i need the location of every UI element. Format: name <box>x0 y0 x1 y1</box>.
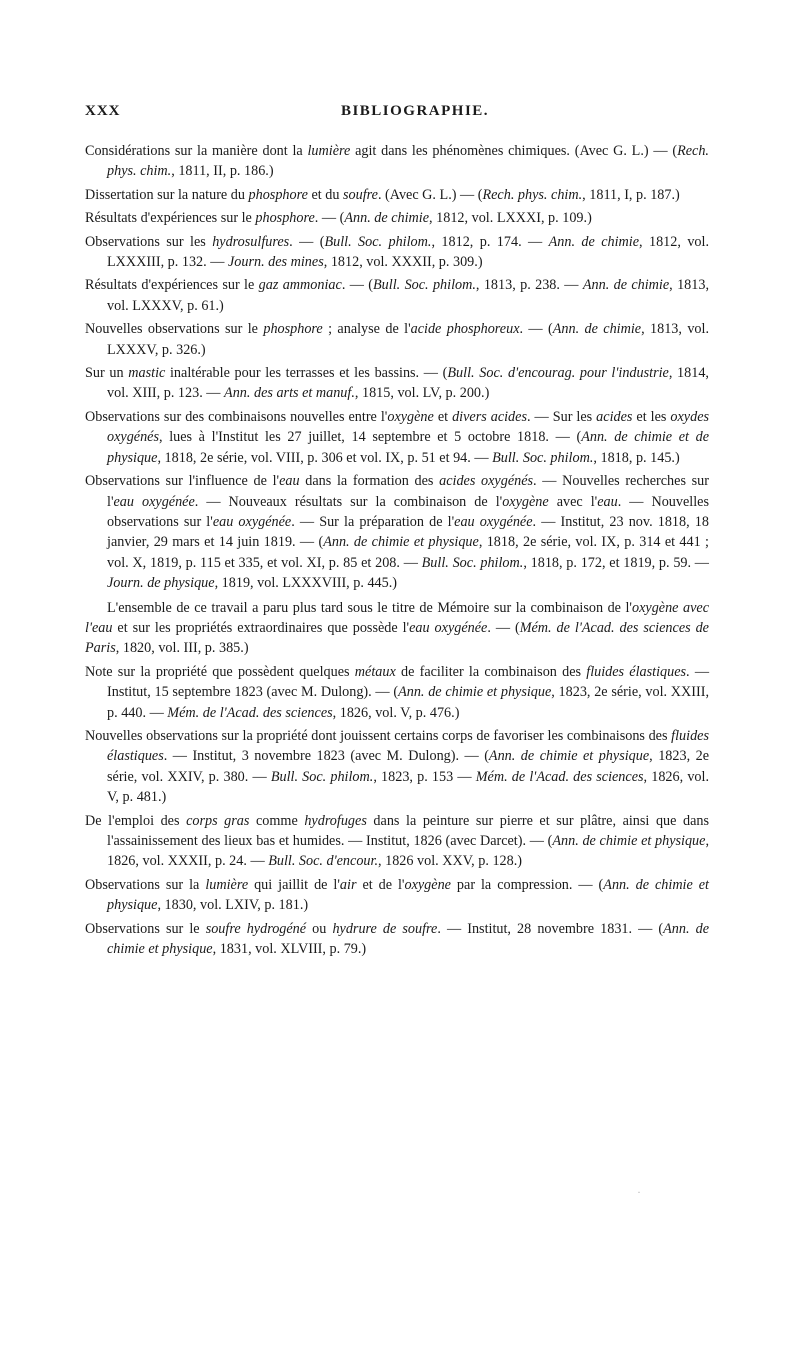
italic-term: Ann. de chimie et physique <box>107 920 710 958</box>
entry-text: . — Institut, 15 septembre 1823 (avec M. Dulong). — ( <box>107 663 710 701</box>
entry-text: . — Nouveaux résultats sur la combinaison de l' <box>194 493 503 510</box>
bibliography-entry <box>85 662 709 723</box>
entry-text: , 1826, vol. XXXII, p. 24. — <box>107 833 709 870</box>
bibliography-entry <box>85 875 709 916</box>
italic-term: Ann. de chimie et physique <box>398 684 552 701</box>
italic-term: Ann. de chimie <box>344 210 430 227</box>
entry-text: , 1818, p. 145.) <box>593 449 680 466</box>
italic-term: Bull. Soc. philom. <box>421 554 524 571</box>
italic-term: Ann. de chimie et physique <box>488 748 650 765</box>
bibliography-entry <box>85 232 709 273</box>
italic-term: Bull. Soc. philom. <box>324 233 432 250</box>
entry-text: . — ( <box>487 619 520 636</box>
italic-term: mastic <box>128 365 166 382</box>
entry-text: L'ensemble de ce travail a paru plus tard sous le titre de Mémoire sur la combinaison de l' <box>107 599 632 616</box>
italic-term: Mém. de l'Acad. des sciences <box>475 768 644 785</box>
entry-text: comme <box>249 812 305 829</box>
italic-term: phosphore <box>263 321 323 338</box>
entry-text: , 1823, 2e série, vol. XXIII, p. 440. — <box>107 684 710 721</box>
bibliography-entry <box>85 919 709 960</box>
entry-text: dans la peinture sur pierre et sur plâtre, ainsi que dans l'assainissement des lieux bas et humides. — Institut, 1826 (avec Darcet). — ( <box>107 812 710 849</box>
entry-text: de faciliter la combinaison des <box>395 663 587 680</box>
bibliography-entry <box>85 471 709 593</box>
italic-term: soufre <box>342 186 378 203</box>
italic-term: Bull. Soc. d'encour. <box>268 853 379 870</box>
entry-text: . — Institut, 3 novembre 1823 (avec M. Dulong). — ( <box>163 748 489 765</box>
entry-text: , 1818, 2e série, vol. VIII, p. 306 et vol. IX, p. 51 et 94. — <box>157 449 493 466</box>
italic-term: métaux <box>354 663 396 680</box>
page-header <box>85 103 745 127</box>
entry-text: agit dans les phénomènes chimiques. (Avec G. L.) — ( <box>350 143 678 159</box>
italic-term: Ann. de chimie <box>548 233 640 250</box>
bibliography-note <box>85 598 709 659</box>
italic-term: oxygène avec l'eau <box>85 599 709 636</box>
italic-term: oxygène <box>404 876 451 893</box>
italic-term: Ann. de chimie <box>552 321 642 338</box>
entry-text: . — Institut, 23 nov. 1818, 18 janvier, 29 mars et 14 juin 1819. — ( <box>107 513 709 551</box>
entry-text: Note sur la propriété que possèdent quelques <box>85 663 355 680</box>
italic-term: hydrure de soufre <box>332 920 438 937</box>
entry-text: , 1813, vol. LXXXV, p. 326.) <box>107 321 709 358</box>
italic-term: Journ. de physique <box>107 575 215 592</box>
entry-text: qui jaillit de l' <box>248 876 340 893</box>
italic-term: soufre hydrogéné <box>205 920 307 937</box>
italic-term: Rech. phys. chim. <box>482 186 583 203</box>
entry-text: Nouvelles observations sur la propriété dont jouissent certains corps de favoriser les combinaisons des <box>85 727 672 744</box>
italic-term: Rech. phys. chim. <box>107 143 709 180</box>
italic-term: lumière <box>205 876 249 893</box>
italic-term: Bull. Soc. d'encourag. pour l'industrie <box>447 365 669 382</box>
entry-text: , lues à l'Institut les 27 juillet, 14 septembre et 5 octobre 1818. — ( <box>159 429 582 446</box>
italic-term: Ann. de chimie et physique <box>552 833 706 849</box>
bibliography-entry <box>85 407 709 468</box>
italic-term: gaz ammoniac <box>258 277 342 294</box>
entry-text: Résultats d'expériences sur le <box>85 277 259 294</box>
italic-term: phosphore <box>255 210 315 227</box>
entry-text: , 1819, vol. LXXXVIII, p. 445.) <box>214 575 398 592</box>
bibliography-entry <box>85 811 709 872</box>
entry-text: Nouvelles observations sur le <box>85 321 264 338</box>
italic-term: eau oxygénée <box>454 513 533 530</box>
italic-term: oxygène <box>502 493 549 510</box>
italic-term: Bull. Soc. philom. <box>373 277 476 294</box>
italic-term: eau <box>597 493 618 510</box>
entry-text: Résultats d'expériences sur le <box>85 210 256 227</box>
entry-text: , 1811, I, p. 187.) <box>582 186 680 203</box>
entry-text: . — Sur la préparation de l' <box>291 513 455 530</box>
italic-term: phosphore <box>248 186 308 203</box>
entry-text: De l'emploi des <box>85 812 187 829</box>
entry-text: Observations sur la <box>85 876 206 893</box>
entry-text: , 1831, vol. XLVIII, p. 79.) <box>212 941 367 958</box>
entry-text: . — Institut, 28 novembre 1831. — ( <box>437 920 664 937</box>
italic-term: Ann. de chimie <box>582 277 670 294</box>
italic-term: Mém. de l'Acad. des sciences <box>167 704 333 721</box>
bibliography-list <box>85 141 709 962</box>
entry-text: , 1826, vol. V, p. 476.) <box>332 704 460 721</box>
italic-term: Ann. de chimie et physique <box>323 534 479 551</box>
page-number: XXX <box>85 103 121 119</box>
bibliography-entry <box>85 363 709 404</box>
italic-term: Ann. de chimie et de physique <box>107 429 709 466</box>
entry-text: , 1814, vol. XIII, p. 123. — <box>107 365 709 402</box>
italic-term: Mém. de l'Acad. des sciences de Paris <box>85 619 709 657</box>
italic-term: oxydes oxygénés <box>107 408 710 446</box>
bibliography-entry <box>85 319 709 360</box>
entry-text: , 1813, p. 238. — <box>475 277 583 294</box>
italic-term: eau oxygénée <box>113 493 195 510</box>
entry-text: , 1826 vol. XXV, p. 128.) <box>378 853 522 870</box>
entry-text: Considérations sur la manière dont la <box>85 143 308 159</box>
entry-text: dans la formation des <box>299 473 440 490</box>
entry-text: et du <box>307 186 343 203</box>
italic-term: lumière <box>307 143 351 159</box>
entry-text: , 1820, vol. III, p. 385.) <box>115 640 249 657</box>
italic-term: acides <box>596 408 633 425</box>
entry-text: , 1813, vol. LXXXV, p. 61.) <box>107 277 709 314</box>
running-title: BIBLIOGRAPHIE. <box>340 103 490 119</box>
italic-term: Ann. des arts et manuf. <box>224 385 355 402</box>
italic-term: eau oxygénée <box>409 619 488 636</box>
italic-term: corps gras <box>186 812 250 829</box>
entry-text: ; analyse de l' <box>322 321 411 338</box>
italic-term: hydrofuges <box>304 812 367 829</box>
entry-text: . — Sur les <box>526 408 597 425</box>
entry-text: Dissertation sur la nature du <box>85 186 249 203</box>
entry-text: par la compression. — ( <box>450 876 604 893</box>
entry-text: . — Nouvelles observations sur l' <box>107 493 709 530</box>
entry-text: et les <box>632 408 671 425</box>
entry-text: . — Nouvelles recherches sur l' <box>107 473 709 510</box>
entry-text: , 1818, 2e série, vol. IX, p. 314 et 441 ; vol. X, 1819, p. 115 et 335, et vol. XI, p. 85 et 208. — <box>107 534 709 571</box>
entry-text: , 1812, vol. LXXXI, p. 109.) <box>429 210 592 227</box>
entry-text: , 1815, vol. LV, p. 200.) <box>354 385 490 402</box>
bibliography-entry <box>85 141 709 182</box>
italic-term: fluides élastiques <box>107 727 709 765</box>
bibliography-entry <box>85 208 709 228</box>
scan-speck: · <box>637 1185 641 1199</box>
entry-text: Observations sur le <box>85 920 206 937</box>
bibliography-entry <box>85 275 709 316</box>
italic-term: Journ. des mines <box>227 254 324 271</box>
entry-text: inaltérable pour les terrasses et les bassins. — ( <box>165 365 448 382</box>
entry-text: . — ( <box>519 321 553 338</box>
entry-text: . — ( <box>341 277 374 294</box>
italic-term: air <box>339 876 357 893</box>
entry-text: , 1812, p. 174. — <box>431 233 549 250</box>
italic-term: Bull. Soc. philom. <box>270 768 374 785</box>
entry-text: avec l' <box>548 493 598 510</box>
entry-text: , 1823, p. 153 — <box>373 768 476 785</box>
entry-text: , 1826, vol. V, p. 481.) <box>107 768 710 806</box>
entry-text: , 1812, vol. XXXII, p. 309.) <box>323 254 483 271</box>
italic-term: Bull. Soc. philom. <box>492 449 594 466</box>
entry-text: Observations sur les <box>85 233 213 250</box>
bibliography-entry <box>85 185 709 205</box>
italic-term: acides oxygénés <box>439 473 534 490</box>
entry-text: et de l' <box>356 876 405 893</box>
entry-text: . — ( <box>314 210 345 227</box>
italic-term: fluides élastiques <box>586 663 687 680</box>
entry-text: . — ( <box>289 233 325 250</box>
italic-term: oxygène <box>387 408 434 425</box>
italic-term: eau <box>279 473 300 490</box>
entry-text: Sur un <box>85 365 129 382</box>
entry-text: , 1811, II, p. 186.) <box>171 163 274 180</box>
italic-term: Ann. de chimie et physique <box>107 876 709 914</box>
entry-text: , 1823, 2e série, vol. XXIV, p. 380. — <box>107 748 709 785</box>
entry-text: et <box>433 408 453 425</box>
entry-text: . (Avec G. L.) — ( <box>377 186 483 203</box>
entry-text: ou <box>306 920 333 937</box>
italic-term: hydrosulfures <box>212 233 290 250</box>
entry-text: , 1830, vol. LXIV, p. 181.) <box>157 897 309 914</box>
italic-term: divers acides <box>452 408 527 425</box>
entry-text: et sur les propriétés extraordinaires que possède l' <box>112 619 410 636</box>
entry-text: , 1812, vol. LXXXIII, p. 132. — <box>107 233 709 271</box>
entry-text: Observations sur des combinaisons nouvelles entre l' <box>85 408 388 425</box>
italic-term: eau oxygénée <box>212 513 292 530</box>
entry-text: , 1818, p. 172, et 1819, p. 59. — <box>523 554 709 571</box>
italic-term: acide phosphoreux <box>410 321 520 338</box>
entry-text: Observations sur l'influence de l' <box>85 473 280 490</box>
bibliography-entry <box>85 726 709 808</box>
